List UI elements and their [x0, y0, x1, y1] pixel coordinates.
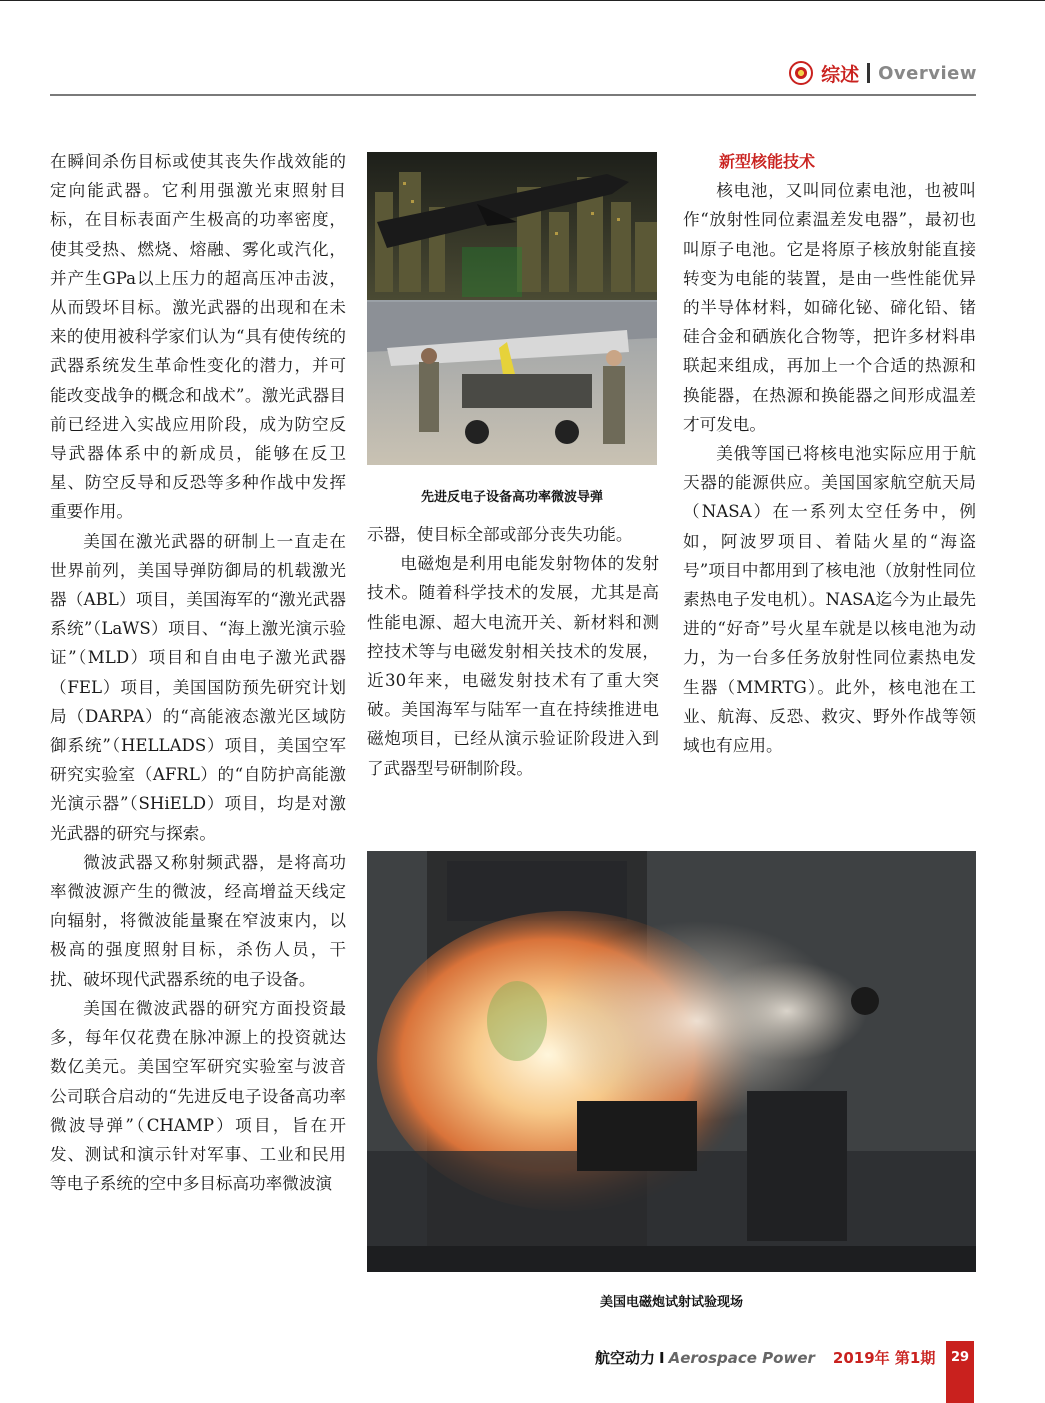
section-header — [789, 58, 977, 88]
column-middle — [367, 520, 659, 783]
figure-caption: 先进反电子设备高功率微波导弹 — [420, 490, 603, 505]
footer-separator: I — [659, 1349, 665, 1367]
section-title-en: Overview — [878, 62, 977, 84]
paragraph: 示器，使目标全部或部分丧失功能。 — [367, 525, 633, 544]
paragraph: 核电池，又叫同位素电池，也被叫作“放射性同位素温差发电器”，最初也叫原子电池。它是将原子核放射能直接转变为电能的装置，是由一些性能优异的半导体材料，如碲化铋、碲化铅、锗硅合金和硒族化合物等，把许多材料串联起来组成，再加上一个合适的热源和换能器，在热源和换能器之间形成温差才可发电。 — [683, 181, 976, 434]
page-footer — [595, 1347, 935, 1368]
top-rule — [0, 0, 1045, 1]
header-rule — [50, 94, 976, 96]
paragraph: 电磁炮是利用电能发射物体的发射技术。随着科学技术的发展，尤其是高性能电源、超大电流开关、新材料和测控技术等与电磁发射相关技术的发展，近30年来，电磁发射技术有了重大突破。美国海军与陆军一直在持续推进电磁炮项目，已经从演示验证阶段进入到了武器型号研制阶段。 — [367, 554, 659, 778]
missile-photo — [367, 152, 657, 465]
column-left — [50, 147, 346, 1198]
railgun-photo — [367, 851, 976, 1272]
emblem-icon — [789, 61, 813, 85]
paragraph: 美俄等国已将核电池实际应用于航天器的能源供应。美国国家航空航天局（NASA）在一系列太空任务中，例如，阿波罗项目、着陆火星的“海盗号”项目中都用到了核电池（放射性同位素热电子发电机）。NASA迄今为止最先进的“好奇”号火星车就是以核电池为动力，为一台多任务放射性同位素热电发生器（MMRTG）。此外，核电池在工业、航海、反恐、救灾、野外作战等领域也有应用。 — [683, 444, 976, 756]
page-number: 29 — [950, 1350, 970, 1365]
railgun-photo-illustration — [367, 851, 976, 1272]
missile-photo-illustration — [367, 152, 657, 465]
figure-caption: 美国电磁炮试射试验现场 — [599, 1295, 743, 1310]
issue-label: 2019年 第1期 — [832, 1349, 936, 1367]
column-right — [683, 147, 976, 760]
paragraph: 在瞬间杀伤目标或使其丧失作战效能的定向能武器。它利用强激光束照射目标，在目标表面产生极高的功率密度，使其受热、燃烧、熔融、雾化或汽化，并产生GPa以上压力的超高压冲击波，从而毁坏目标。激光武器的出现和在未来的使用被科学家们认为“具有使传统的武器系统发生革命性变化的潜力，并可能改变战争的概念和战术”。激光武器目前已经进入实战应用阶段，成为防空反导武器体系中的新成员，能够在反卫星、防空反导和反恐等多种作战中发挥重要作用。 — [50, 152, 346, 522]
paragraph: 微波武器又称射频武器，是将高功率微波源产生的微波，经高增益天线定向辐射，将微波能量聚在窄波束内，以极高的强度照射目标，杀伤人员，干扰、破坏现代武器系统的电子设备。 — [50, 852, 346, 989]
section-heading: 新型核能技术 — [719, 152, 816, 171]
section-title-cn: 综述 — [821, 63, 860, 86]
paragraph: 美国在激光武器的研制上一直走在世界前列，美国导弹防御局的机载激光器（ABL）项目，美国海军的“激光武器系统”（LaWS）项目、“海上激光演示验证”（MLD）项目和自由电子激光武器（FEL）项目，美国国防预先研究计划局（DARPA）的“高能液态激光区域防御系统”（HELLADS）项目，美国空军研究实验室（AFRL）的“自防护高能激光演示器”（SHiELD）项目，均是对激光武器的研究与探索。 — [50, 531, 346, 843]
journal-name-cn: 航空动力 — [595, 1349, 656, 1367]
paragraph: 美国在微波武器的研究方面投资最多，每年仅花费在脉冲源上的投资就达数亿美元。美国空军研究实验室与波音公司联合启动的“先进反电子设备高功率微波导弹”（CHAMP）项目，旨在开发、测试和演示针对军事、工业和民用等电子系统的空中多目标高功率微波演 — [50, 998, 346, 1194]
header-divider — [867, 63, 870, 83]
journal-name-en: Aerospace Power — [668, 1349, 815, 1367]
